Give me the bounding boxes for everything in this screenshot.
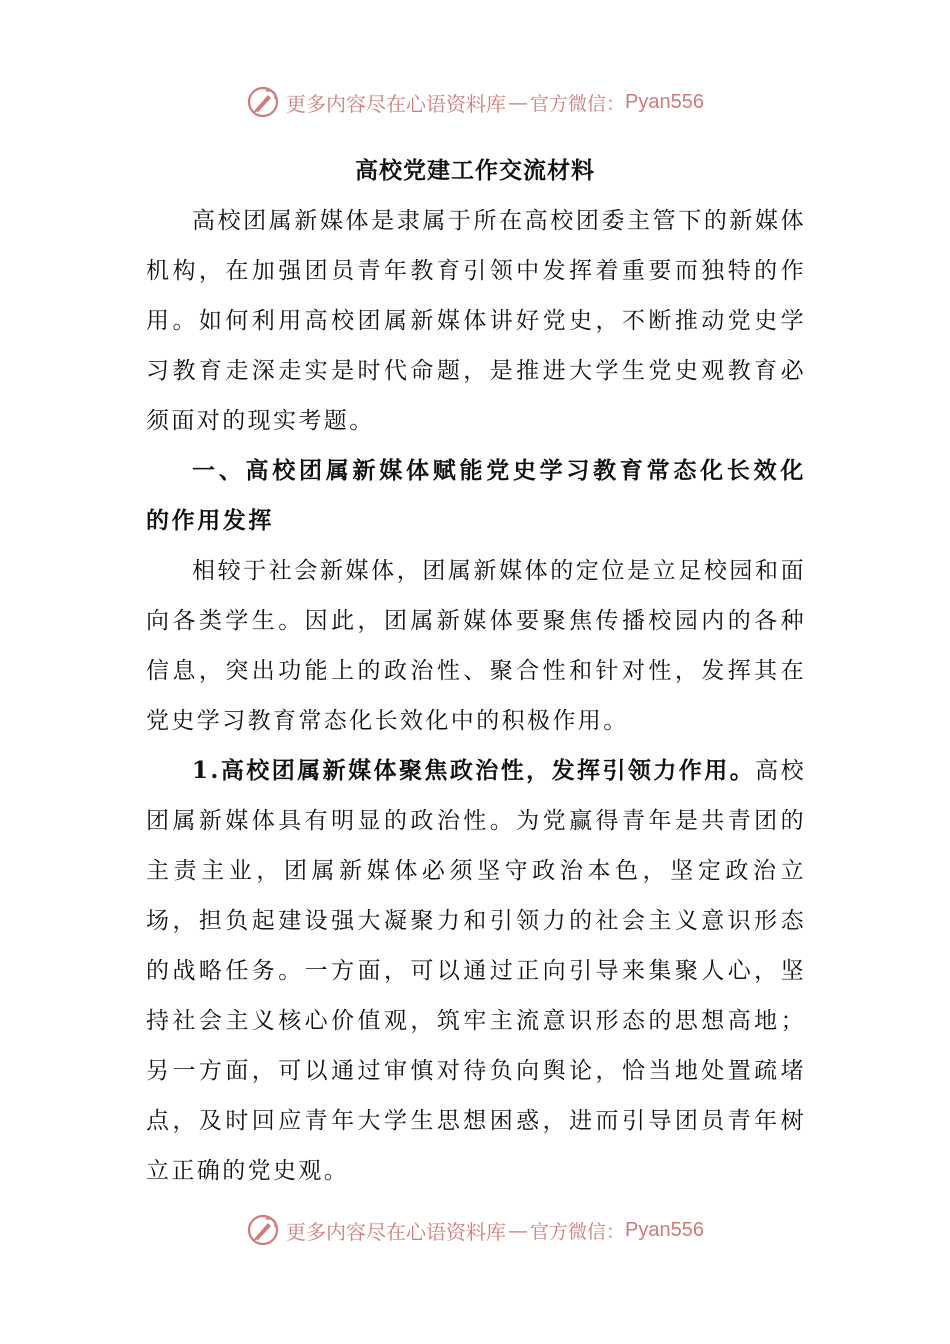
intro-paragraph: 高校团属新媒体是隶属于所在高校团委主管下的新媒体机构，在加强团员青年教育引领中发挥着重要而独特的作用。如何利用高校团属新媒体讲好党史，不断推动党史学习教育走深走实是时代命题，是推进大学生党史观教育必须面对的现实考题。 [146,208,806,434]
banner-wechat-label: 官方微信： [530,92,626,115]
section-1-paragraph: 相较于社会新媒体，团属新媒体的定位是立足校园和面向各类学生。因此，团属新媒体要聚焦传播校园内的各种信息，突出功能上的政治性、聚合性和针对性，发挥其在党史学习教育常态化长效化中的积极作用。 [146,558,806,734]
banner-wechat-id: Pyan556 [625,1218,704,1241]
header-banner [0,80,950,124]
banner-dash: — [508,1218,528,1242]
point-1-paragraph [146,746,806,1196]
pen-logo-icon [246,85,280,119]
document-body [146,196,806,1196]
banner-dash: — [508,90,528,114]
pen-logo-icon [246,1213,280,1247]
banner-brand-text: 更多内容尽在心语资料库 [286,1219,506,1244]
banner-wechat-id: Pyan556 [625,90,704,113]
banner-wechat-label: 官方微信： [530,1220,626,1243]
banner-brand-text: 更多内容尽在心语资料库 [286,91,506,116]
point-1-lead: 1.高校团属新媒体聚焦政治性，发挥引领力作用。 [192,757,756,784]
document-title: 高校党建工作交流材料 [355,157,595,184]
section-1-heading: 一、高校团属新媒体赋能党史学习教育常态化长效化的作用发挥 [146,457,806,534]
point-1-body: 高校团属新媒体具有明显的政治性。为党赢得青年是共青团的主责主业，团属新媒体必须坚守政治本色，坚定政治立场，担负起建设强大凝聚力和引领力的社会主义意识形态的战略任务。一方面，可以通过正向引导来集聚人心，坚持社会主义核心价值观，筑牢主流意识形态的思想高地；另一方面，可以通过审慎对待负向舆论，恰当地处置疏堵点，及时回应青年大学生思想困惑，进而引导团员青年树立正确的党史观。 [146,758,806,1184]
footer-banner [0,1208,950,1252]
